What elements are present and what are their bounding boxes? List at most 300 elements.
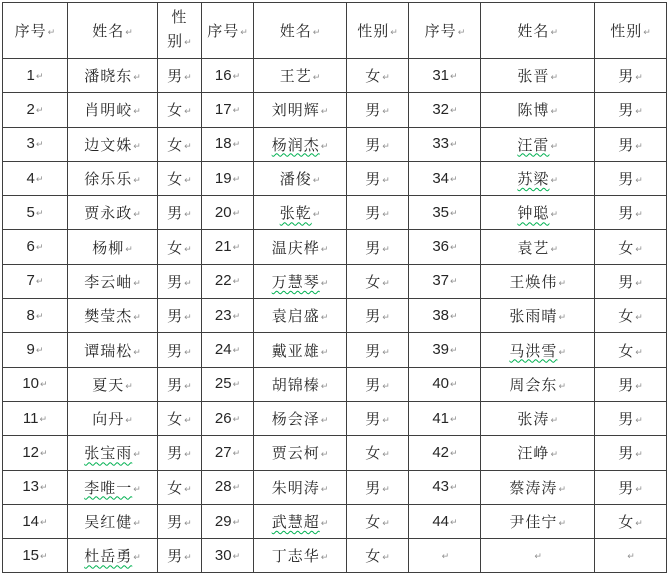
end-of-cell-mark-icon: ↵ (635, 176, 643, 187)
end-of-cell-mark-icon: ↵ (35, 311, 44, 322)
end-of-cell-mark-icon: ↵ (382, 347, 390, 358)
table-row (3, 401, 667, 435)
gender-cell[interactable] (346, 196, 409, 230)
name-cell[interactable] (254, 436, 346, 470)
gender-cell[interactable] (158, 504, 202, 538)
serial-cell[interactable] (409, 161, 481, 195)
gender-cell-text: 女 (365, 446, 382, 463)
serial-cell[interactable] (409, 299, 481, 333)
name-cell-text: 汪雷 (517, 137, 550, 154)
header-label: 性别 (167, 10, 188, 50)
gender-cell-text: 男 (167, 377, 184, 394)
end-of-cell-mark-icon: ↵ (40, 380, 48, 391)
gender-cell[interactable] (594, 264, 666, 298)
gender-cell[interactable] (594, 436, 666, 470)
serial-cell[interactable] (201, 161, 254, 195)
gender-cell[interactable] (158, 333, 202, 367)
name-cell[interactable] (481, 196, 595, 230)
end-of-cell-mark-icon: ↵ (635, 484, 643, 495)
header-label: 姓名 (279, 24, 312, 40)
end-of-cell-mark-icon: ↵ (635, 519, 643, 529)
name-cell[interactable] (254, 264, 346, 298)
gender-cell[interactable] (594, 299, 666, 333)
serial-cell-text: 5 (26, 203, 35, 221)
name-cell[interactable] (481, 264, 595, 298)
name-cell[interactable] (67, 264, 157, 298)
gender-cell[interactable] (346, 436, 409, 470)
serial-cell[interactable] (3, 299, 68, 333)
end-of-cell-mark-icon: ↵ (184, 141, 192, 152)
serial-cell[interactable] (201, 401, 254, 435)
end-of-cell-mark-icon: ↵ (558, 519, 566, 529)
gender-cell[interactable] (158, 539, 202, 573)
header-name-1[interactable] (67, 3, 157, 59)
gender-cell[interactable] (346, 299, 409, 333)
gender-cell-text: 女 (618, 240, 635, 257)
name-cell[interactable] (67, 230, 157, 264)
serial-cell[interactable] (3, 436, 68, 470)
gender-cell[interactable] (594, 59, 666, 93)
gender-cell[interactable] (158, 93, 202, 127)
gender-cell-text: 男 (167, 206, 184, 223)
header-row (3, 3, 667, 59)
name-cell[interactable] (481, 127, 595, 161)
serial-cell[interactable] (201, 230, 254, 264)
end-of-cell-mark-icon: ↵ (232, 277, 241, 288)
name-cell-text: 尹佳宁 (509, 515, 558, 531)
serial-cell-text: 37 (432, 272, 450, 290)
end-of-cell-mark-icon: ↵ (184, 416, 192, 427)
serial-cell[interactable] (201, 127, 254, 161)
end-of-cell-mark-icon: ↵ (35, 243, 44, 254)
serial-cell-text: 33 (432, 135, 450, 153)
name-cell-text: 贾永政 (84, 206, 133, 223)
serial-cell[interactable] (3, 504, 68, 538)
name-cell-text: 温庆桦 (271, 240, 320, 257)
gender-cell[interactable] (158, 470, 202, 504)
end-of-cell-mark-icon: ↵ (450, 71, 458, 82)
serial-cell-text: 10 (22, 375, 39, 393)
empty-cell[interactable] (481, 539, 595, 573)
end-of-cell-mark-icon: ↵ (184, 210, 192, 221)
header-gender-3[interactable] (594, 3, 666, 59)
table-row (3, 196, 667, 230)
serial-cell-text: 22 (214, 272, 232, 290)
end-of-cell-mark-icon: ↵ (457, 28, 466, 38)
name-cell-text: 吴红健 (84, 515, 133, 531)
gender-cell[interactable] (594, 230, 666, 264)
serial-cell[interactable] (409, 93, 481, 127)
gender-cell[interactable] (594, 470, 666, 504)
name-cell[interactable] (67, 299, 157, 333)
serial-cell-text: 40 (432, 375, 450, 393)
name-cell-text: 潘晓东 (84, 69, 133, 86)
serial-cell-text: 23 (214, 306, 232, 324)
end-of-cell-mark-icon: ↵ (382, 416, 390, 427)
end-of-cell-mark-icon: ↵ (320, 416, 329, 427)
end-of-cell-mark-icon: ↵ (133, 107, 141, 118)
serial-cell[interactable] (409, 470, 481, 504)
name-cell[interactable] (254, 401, 346, 435)
gender-cell[interactable] (346, 333, 409, 367)
end-of-cell-mark-icon: ↵ (133, 73, 141, 84)
name-cell[interactable] (254, 93, 346, 127)
end-of-cell-mark-icon: ↵ (312, 28, 321, 38)
end-of-cell-mark-icon: ↵ (635, 450, 643, 461)
gender-cell[interactable] (346, 93, 409, 127)
end-of-cell-mark-icon: ↵ (320, 278, 329, 289)
name-cell-text: 钟聪 (517, 206, 550, 223)
end-of-cell-mark-icon: ↵ (312, 210, 321, 221)
end-of-cell-mark-icon: ↵ (40, 483, 48, 494)
name-cell-text: 边文姝 (84, 137, 133, 154)
serial-cell[interactable] (409, 59, 481, 93)
name-cell-text: 张宝雨 (84, 446, 133, 463)
gender-cell[interactable] (158, 401, 202, 435)
serial-cell-text: 7 (26, 272, 35, 290)
gender-cell[interactable] (594, 401, 666, 435)
name-cell[interactable] (481, 299, 595, 333)
name-cell-text: 向丹 (92, 412, 125, 429)
gender-cell-text: 女 (167, 480, 184, 497)
serial-cell[interactable] (3, 333, 68, 367)
gender-cell[interactable] (594, 196, 666, 230)
serial-cell[interactable] (3, 127, 68, 161)
header-serial-2[interactable] (201, 3, 254, 59)
gender-cell[interactable] (158, 367, 202, 401)
name-cell[interactable] (254, 161, 346, 195)
gender-cell[interactable] (158, 230, 202, 264)
table-row (3, 367, 667, 401)
end-of-cell-mark-icon: ↵ (558, 381, 566, 392)
gender-cell[interactable] (346, 127, 409, 161)
name-cell[interactable] (67, 127, 157, 161)
serial-cell[interactable] (201, 264, 254, 298)
end-of-cell-mark-icon: ↵ (40, 517, 48, 528)
empty-cell[interactable] (594, 539, 666, 573)
name-cell[interactable] (254, 196, 346, 230)
gender-cell[interactable] (346, 59, 409, 93)
end-of-cell-mark-icon: ↵ (133, 278, 141, 289)
header-name-2[interactable] (254, 3, 346, 59)
serial-cell-text: 18 (214, 135, 232, 153)
name-cell[interactable] (481, 93, 595, 127)
end-of-cell-mark-icon: ↵ (550, 244, 558, 255)
gender-cell-text: 男 (618, 446, 635, 463)
serial-cell[interactable] (201, 539, 254, 573)
serial-cell[interactable] (201, 196, 254, 230)
name-cell-text: 贾云柯 (271, 446, 320, 463)
name-cell[interactable] (254, 59, 346, 93)
serial-cell[interactable] (409, 436, 481, 470)
serial-cell[interactable] (3, 59, 68, 93)
serial-cell[interactable] (3, 401, 68, 435)
serial-cell[interactable] (3, 539, 68, 573)
name-cell[interactable] (481, 470, 595, 504)
end-of-cell-mark-icon: ↵ (232, 414, 241, 425)
serial-cell[interactable] (409, 264, 481, 298)
serial-cell[interactable] (3, 230, 68, 264)
end-of-cell-mark-icon: ↵ (320, 141, 329, 152)
name-cell-text: 张晋 (517, 69, 550, 86)
name-cell[interactable] (481, 436, 595, 470)
end-of-cell-mark-icon: ↵ (184, 107, 192, 118)
serial-cell-text: 44 (432, 512, 450, 530)
serial-cell-text: 25 (214, 375, 232, 393)
gender-cell[interactable] (594, 504, 666, 538)
end-of-cell-mark-icon: ↵ (382, 210, 390, 221)
name-cell-text: 夏天 (92, 377, 125, 394)
name-cell[interactable] (67, 470, 157, 504)
end-of-cell-mark-icon: ↵ (232, 208, 241, 219)
gender-cell-text: 女 (365, 515, 382, 531)
name-cell-text: 蔡涛涛 (509, 480, 558, 497)
end-of-cell-mark-icon: ↵ (450, 105, 458, 116)
serial-cell[interactable] (3, 470, 68, 504)
name-cell[interactable] (254, 127, 346, 161)
end-of-cell-mark-icon: ↵ (232, 517, 241, 528)
end-of-cell-mark-icon: ↵ (184, 73, 192, 84)
gender-cell[interactable] (158, 127, 202, 161)
table-row (3, 264, 667, 298)
end-of-cell-mark-icon: ↵ (320, 553, 329, 564)
name-cell-text: 张雨晴 (509, 309, 558, 326)
end-of-cell-mark-icon: ↵ (320, 450, 329, 461)
gender-cell[interactable] (346, 367, 409, 401)
gender-cell[interactable] (594, 333, 666, 367)
end-of-cell-mark-icon: ↵ (184, 553, 192, 564)
name-cell[interactable] (254, 539, 346, 573)
serial-cell-text: 36 (432, 238, 450, 256)
gender-cell[interactable] (158, 161, 202, 195)
gender-cell-text: 男 (365, 412, 382, 429)
serial-cell[interactable] (409, 127, 481, 161)
end-of-cell-mark-icon: ↵ (550, 141, 558, 152)
end-of-cell-mark-icon: ↵ (550, 73, 558, 84)
serial-cell-text: 16 (214, 66, 232, 84)
gender-cell-text: 女 (167, 412, 184, 429)
name-cell[interactable] (481, 401, 595, 435)
header-label: 序号 (424, 24, 457, 40)
end-of-cell-mark-icon: ↵ (450, 311, 458, 322)
serial-cell[interactable] (409, 230, 481, 264)
serial-cell-text: 8 (26, 306, 35, 324)
end-of-cell-mark-icon: ↵ (133, 484, 141, 495)
name-cell[interactable] (67, 196, 157, 230)
end-of-cell-mark-icon: ↵ (35, 277, 44, 288)
end-of-cell-mark-icon: ↵ (635, 278, 643, 289)
serial-cell[interactable] (3, 161, 68, 195)
gender-cell[interactable] (346, 539, 409, 573)
name-cell-text: 戴亚雄 (271, 343, 320, 360)
serial-cell[interactable] (201, 470, 254, 504)
empty-cell[interactable] (409, 539, 481, 573)
end-of-cell-mark-icon: ↵ (558, 278, 566, 289)
gender-cell-text: 男 (167, 549, 184, 566)
name-cell[interactable] (254, 230, 346, 264)
gender-cell-text: 男 (365, 206, 382, 223)
name-cell[interactable] (67, 93, 157, 127)
end-of-cell-mark-icon: ↵ (627, 551, 635, 562)
name-cell[interactable] (67, 539, 157, 573)
gender-cell[interactable] (594, 367, 666, 401)
serial-cell-text: 21 (214, 238, 232, 256)
serial-cell[interactable] (201, 299, 254, 333)
name-cell[interactable] (67, 367, 157, 401)
header-gender-2[interactable] (346, 3, 409, 59)
gender-cell[interactable] (158, 264, 202, 298)
name-cell[interactable] (67, 504, 157, 538)
serial-cell-text: 17 (214, 100, 232, 118)
name-cell[interactable] (254, 504, 346, 538)
end-of-cell-mark-icon: ↵ (450, 380, 458, 391)
end-of-cell-mark-icon: ↵ (35, 140, 44, 151)
name-cell[interactable] (481, 504, 595, 538)
gender-cell[interactable] (346, 230, 409, 264)
gender-cell-text: 女 (365, 69, 382, 86)
end-of-cell-mark-icon: ↵ (320, 519, 329, 529)
serial-cell[interactable] (409, 367, 481, 401)
end-of-cell-mark-icon: ↵ (450, 243, 458, 254)
gender-cell-text: 男 (618, 377, 635, 394)
name-cell-text: 周会东 (509, 377, 558, 394)
header-label: 性别 (357, 24, 390, 40)
end-of-cell-mark-icon: ↵ (133, 141, 141, 152)
serial-cell[interactable] (3, 196, 68, 230)
table-row (3, 333, 667, 367)
name-cell[interactable] (481, 367, 595, 401)
serial-cell[interactable] (3, 93, 68, 127)
serial-cell[interactable] (201, 333, 254, 367)
name-cell[interactable] (254, 299, 346, 333)
header-gender-1[interactable] (158, 3, 202, 59)
name-cell-text: 潘俊 (279, 172, 312, 189)
header-serial-3[interactable] (409, 3, 481, 59)
end-of-cell-mark-icon: ↵ (184, 176, 192, 187)
end-of-cell-mark-icon: ↵ (133, 313, 141, 324)
end-of-cell-mark-icon: ↵ (184, 484, 192, 495)
name-cell[interactable] (481, 59, 595, 93)
name-cell-text: 刘明辉 (271, 103, 320, 120)
serial-cell[interactable] (409, 196, 481, 230)
name-cell-text: 杨会泽 (271, 412, 320, 429)
end-of-cell-mark-icon: ↵ (125, 416, 133, 427)
end-of-cell-mark-icon: ↵ (635, 141, 643, 152)
name-cell-text: 徐乐乐 (84, 172, 133, 189)
end-of-cell-mark-icon: ↵ (382, 313, 390, 324)
end-of-cell-mark-icon: ↵ (133, 519, 141, 529)
gender-cell[interactable] (346, 470, 409, 504)
name-cell-text: 张乾 (279, 206, 312, 223)
name-cell[interactable] (67, 436, 157, 470)
gender-cell-text: 男 (167, 309, 184, 326)
gender-cell[interactable] (158, 299, 202, 333)
gender-cell[interactable] (346, 161, 409, 195)
gender-cell-text: 男 (167, 69, 184, 86)
serial-cell[interactable] (409, 401, 481, 435)
serial-cell-text: 14 (22, 512, 39, 530)
serial-cell-text: 41 (432, 409, 450, 427)
serial-cell-text: 42 (432, 443, 450, 461)
name-cell-text: 马洪雪 (509, 343, 558, 360)
serial-cell-text: 35 (432, 203, 450, 221)
end-of-cell-mark-icon: ↵ (382, 519, 390, 529)
gender-cell[interactable] (158, 59, 202, 93)
end-of-cell-mark-icon: ↵ (635, 347, 643, 358)
serial-cell-text: 3 (26, 135, 35, 153)
name-cell[interactable] (67, 59, 157, 93)
name-cell-text: 王焕伟 (509, 274, 558, 291)
serial-cell[interactable] (3, 367, 68, 401)
serial-cell[interactable] (201, 436, 254, 470)
end-of-cell-mark-icon: ↵ (320, 244, 329, 255)
table-row (3, 59, 667, 93)
gender-cell[interactable] (594, 161, 666, 195)
name-cell[interactable] (67, 161, 157, 195)
name-cell[interactable] (254, 333, 346, 367)
table-row (3, 161, 667, 195)
gender-cell-text: 女 (167, 172, 184, 189)
end-of-cell-mark-icon: ↵ (133, 176, 141, 187)
name-cell-text: 胡锦榛 (271, 377, 320, 394)
serial-cell[interactable] (3, 264, 68, 298)
end-of-cell-mark-icon: ↵ (232, 380, 241, 391)
end-of-cell-mark-icon: ↵ (390, 28, 398, 38)
serial-cell[interactable] (201, 367, 254, 401)
name-cell[interactable] (67, 401, 157, 435)
name-cell[interactable] (481, 161, 595, 195)
name-cell[interactable] (254, 470, 346, 504)
gender-cell-text: 男 (365, 240, 382, 257)
header-name-3[interactable] (481, 3, 595, 59)
gender-cell[interactable] (158, 436, 202, 470)
serial-cell[interactable] (201, 93, 254, 127)
name-cell[interactable] (481, 333, 595, 367)
gender-cell[interactable] (158, 196, 202, 230)
header-serial-1[interactable] (3, 3, 68, 59)
serial-cell[interactable] (409, 504, 481, 538)
gender-cell-text: 男 (365, 377, 382, 394)
end-of-cell-mark-icon: ↵ (635, 73, 643, 84)
table-row (3, 127, 667, 161)
header-label: 序号 (14, 24, 47, 40)
end-of-cell-mark-icon: ↵ (635, 244, 643, 255)
end-of-cell-mark-icon: ↵ (382, 141, 390, 152)
name-cell[interactable] (67, 333, 157, 367)
serial-cell[interactable] (201, 59, 254, 93)
gender-cell[interactable] (594, 127, 666, 161)
name-cell[interactable] (481, 230, 595, 264)
end-of-cell-mark-icon: ↵ (382, 553, 390, 564)
gender-cell[interactable] (346, 504, 409, 538)
serial-cell-text: 6 (26, 238, 35, 256)
serial-cell-text: 28 (214, 478, 232, 496)
serial-cell-text: 9 (26, 341, 35, 359)
gender-cell[interactable] (594, 93, 666, 127)
serial-cell[interactable] (409, 333, 481, 367)
gender-cell-text: 男 (618, 274, 635, 291)
end-of-cell-mark-icon: ↵ (240, 28, 248, 38)
gender-cell[interactable] (346, 401, 409, 435)
serial-cell-text: 15 (22, 546, 39, 564)
gender-cell[interactable] (346, 264, 409, 298)
end-of-cell-mark-icon: ↵ (133, 553, 141, 564)
name-cell-text: 武慧超 (271, 515, 320, 531)
gender-cell-text: 男 (167, 343, 184, 360)
end-of-cell-mark-icon: ↵ (382, 176, 390, 187)
serial-cell[interactable] (201, 504, 254, 538)
name-cell[interactable] (254, 367, 346, 401)
